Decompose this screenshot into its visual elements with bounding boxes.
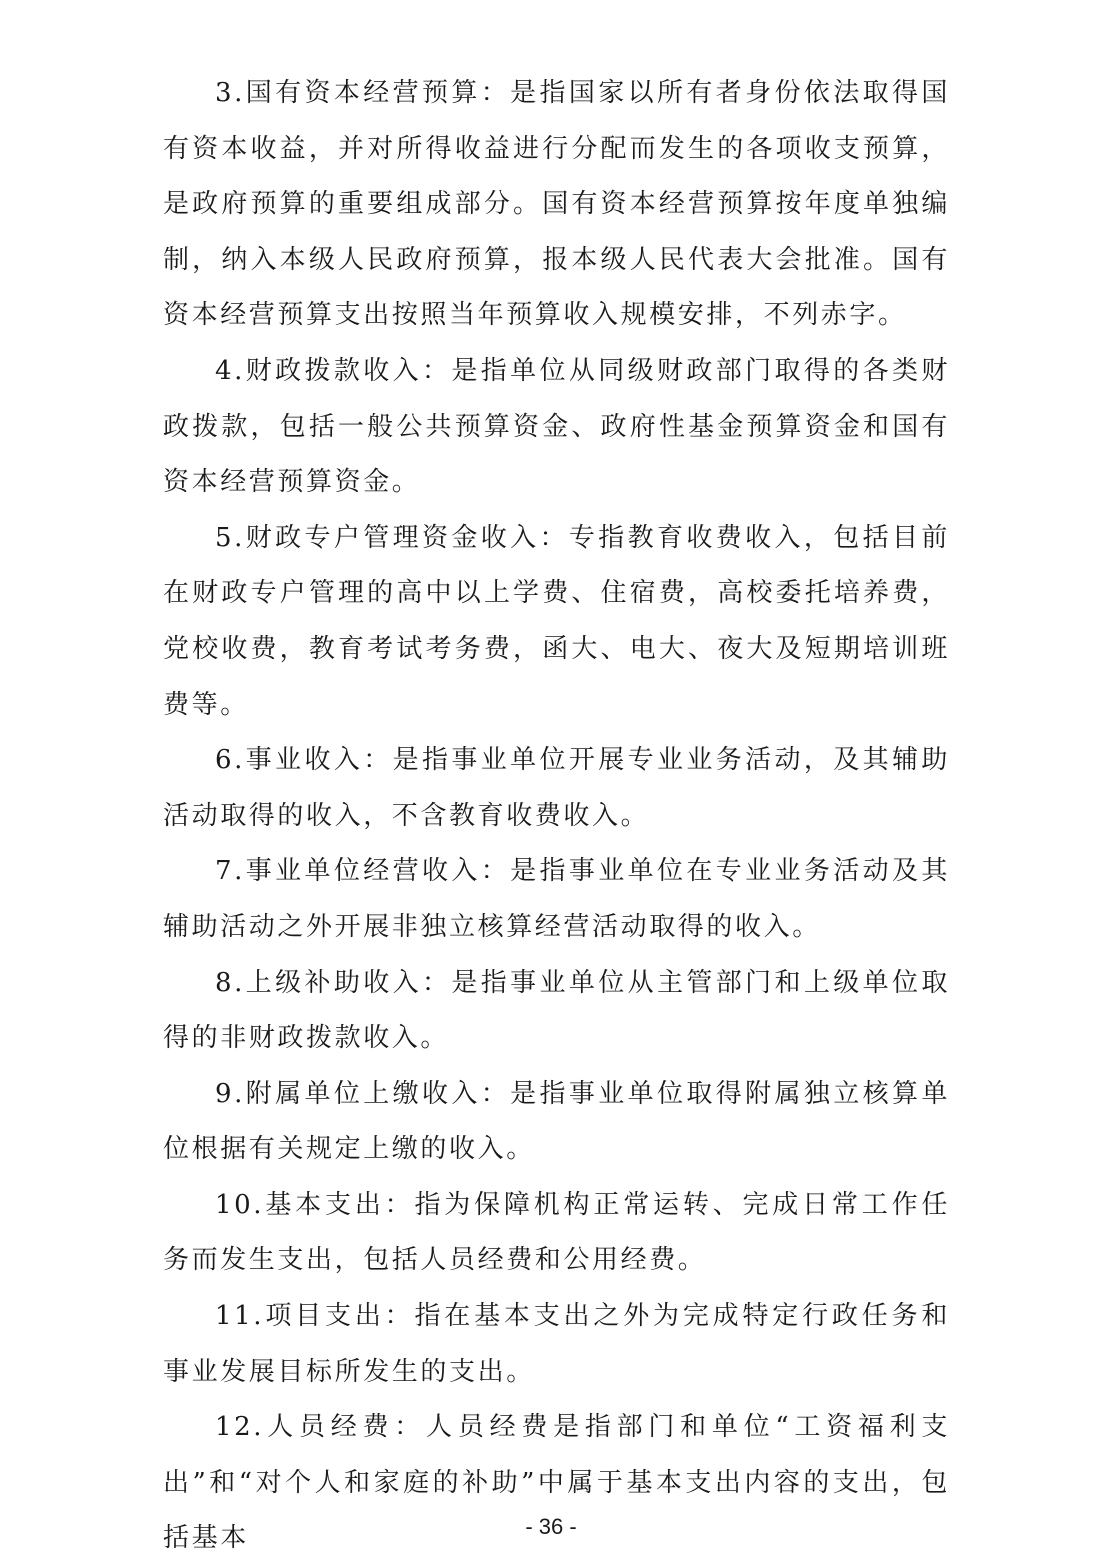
paragraph-special-account-income: 5.财政专户管理资金收入：专指教育收费收入，包括目前在财政专户管理的高中以上学费、住宿费，高校委托培养费，党校收费，教育考试考务费，函大、电大、夜大及短期培训班费等。	[163, 522, 950, 720]
paragraph-state-capital-budget: 3.国有资本经营预算：是指国家以所有者身份依法取得国有资本收益，并对所得收益进行分配而发生的各项收支预算，是政府预算的重要组成部分。国有资本经营预算按年度单独编制，纳入本级人民政府预算，报本级人民代表大会批准。国有资本经营预算支出按照当年预算收入规模安排，不列赤字。	[163, 78, 950, 331]
body-text	[163, 66, 950, 1567]
page-number: - 36 -	[525, 1514, 577, 1539]
paragraph-project-expenditure: 11.项目支出：指在基本支出之外为完成特定行政任务和事业发展目标所发生的支出。	[163, 1301, 950, 1387]
paragraph-operating-income: 7.事业单位经营收入：是指事业单位在专业业务活动及其辅助活动之外开展非独立核算经营活动取得的收入。	[163, 856, 950, 942]
paragraph-business-income: 6.事业收入：是指事业单位开展专业业务活动，及其辅助活动取得的收入，不含教育收费收入。	[163, 745, 950, 831]
paragraph-basic-expenditure: 10.基本支出：指为保障机构正常运转、完成日常工作任务而发生支出，包括人员经费和公用经费。	[163, 1189, 950, 1276]
paragraph-fiscal-appropriation-income: 4.财政拨款收入：是指单位从同级财政部门取得的各类财政拨款，包括一般公共预算资金、政府性基金预算资金和国有资本经营预算资金。	[163, 355, 950, 498]
paragraph-superior-subsidy-income: 8.上级补助收入：是指事业单位从主管部门和上级单位取得的非财政拨款收入。	[163, 967, 950, 1054]
paragraph-personnel-expenses: 12.人员经费：人员经费是指部门和单位“工资福利支出”和“对个人和家庭的补助”中属于基本支出内容的支出，包括基本	[163, 1412, 950, 1554]
paragraph-subsidiary-remittance-income: 9.附属单位上缴收入：是指事业单位取得附属独立核算单位根据有关规定上缴的收入。	[163, 1078, 950, 1165]
